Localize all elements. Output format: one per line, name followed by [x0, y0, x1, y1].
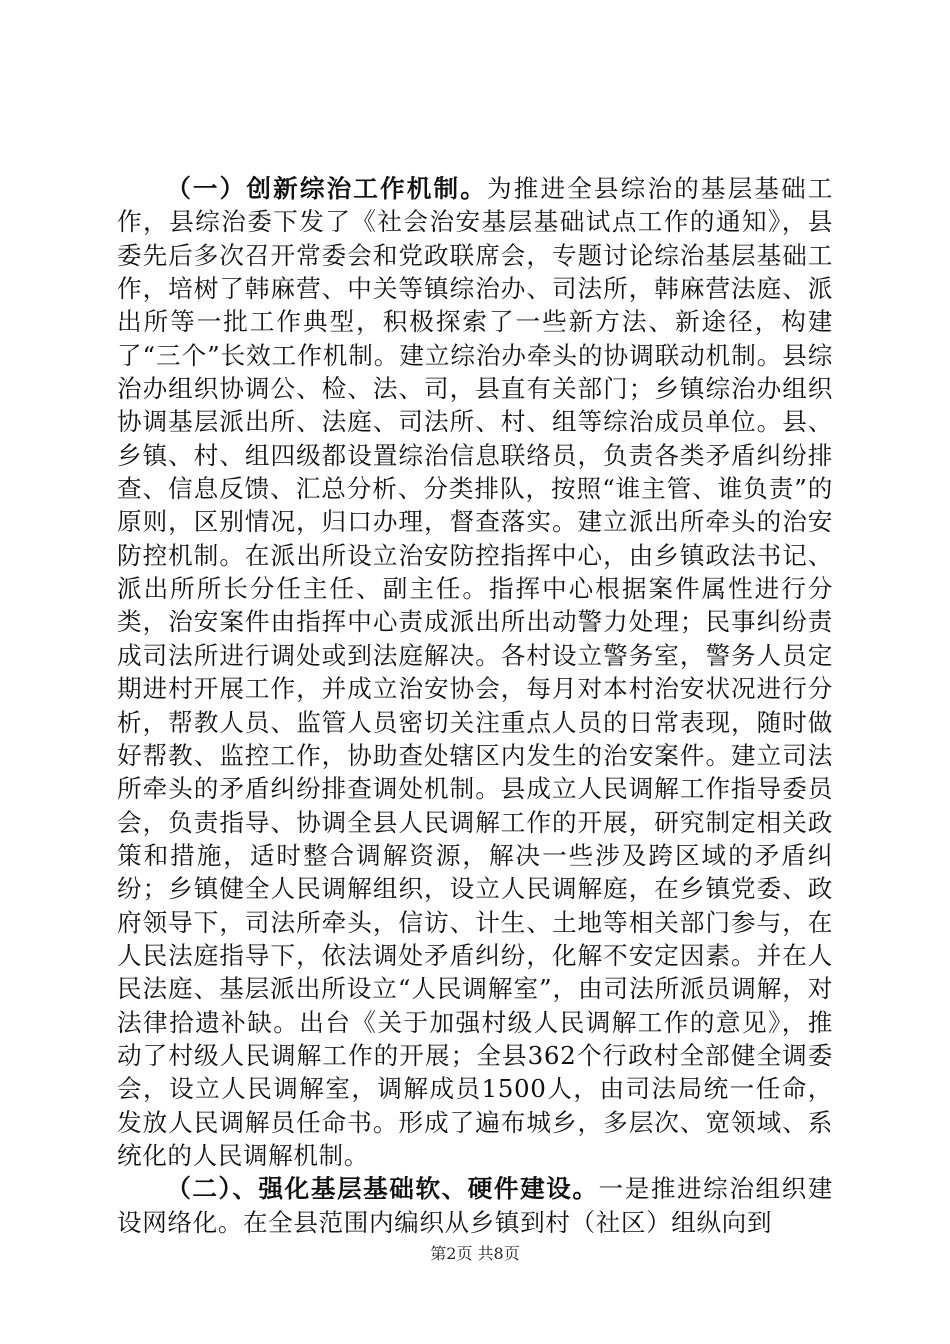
paragraph-1 [117, 172, 833, 1172]
paragraph-2-heading: （二）、强化基层基础软、硬件建设。 [166, 1174, 599, 1204]
page-number-label: 第2页 共8页 [430, 1244, 520, 1263]
paragraph-1-heading: （一）创新综治工作机制。 [166, 174, 487, 203]
page-footer [0, 1244, 950, 1264]
paragraph-2 [117, 1172, 833, 1239]
document-body [117, 172, 833, 1239]
paragraph-2-text: 一是推进综治组织建设网络化。在全县范围内编织从乡镇到村（社区）组纵向到 [117, 1174, 833, 1237]
paragraph-1-text: 为推进全县综治的基层基础工作，县综治委下发了《社会治安基层基础试点工作的通知》，县委先后多次召开常委会和党政联席会，专题讨论综治基层基础工作，培树了韩麻营、中关等镇综治办、司法所，韩麻营法庭、派出所等一批工作典型，积极探索了一些新方法、新途径，构建了“三个”长效工作机制。建立综治办牵头的协调联动机制。县综治办组织协调公、检、法、司，县直有关部门；乡镇综治办组织协调基层派出所、法庭、司法所、村、组等综治成员单位。县、乡镇、村、组四级都设置综治信息联络员，负责各类矛盾纠纷排查、信息反馈、汇总分析、分类排队，按照“谁主管、谁负责”的原则，区别情况，归口办理，督查落实。建立派出所牵头的治安防控机制。在派出所设立治安防控指挥中心，由乡镇政法书记、派出所所长分任主任、副主任。指挥中心根据案件属性进行分类，治安案件由指挥中心责成派出所出动警力处理；民事纠纷责成司法所进行调处或到法庭解决。各村设立警务室，警务人员定期进村开展工作，并成立治安协会，每月对本村治安状况进行分析，帮教人员、监管人员密切关注重点人员的日常表现，随时做好帮教、监控工作，协助查处辖区内发生的治安案件。建立司法所牵头的矛盾纠纷排查调处机制。县成立人民调解工作指导委员会，负责指导、协调全县人民调解工作的开展，研究制定相关政策和措施，适时整合调解资源，解决一些涉及跨区域的矛盾纠纷；乡镇健全人民调解组织，设立人民调解庭，在乡镇党委、政府领导下，司法所牵头，信访、计生、土地等相关部门参与，在人民法庭指导下，依法调处矛盾纠纷，化解不安定因素。并在人民法庭、基层派出所设立“人民调解室”，由司法所派员调解，对法律拾遗补缺。出台《关于加强村级人民调解工作的意见》，推动了村级人民调解工作的开展；全县362个行政村全部健全调委会，设立人民调解室，调解成员1500人，由司法局统一任命，发放人民调解员任命书。形成了遍布城乡，多层次、宽领域、系统化的人民调解机制。 [117, 174, 833, 1170]
